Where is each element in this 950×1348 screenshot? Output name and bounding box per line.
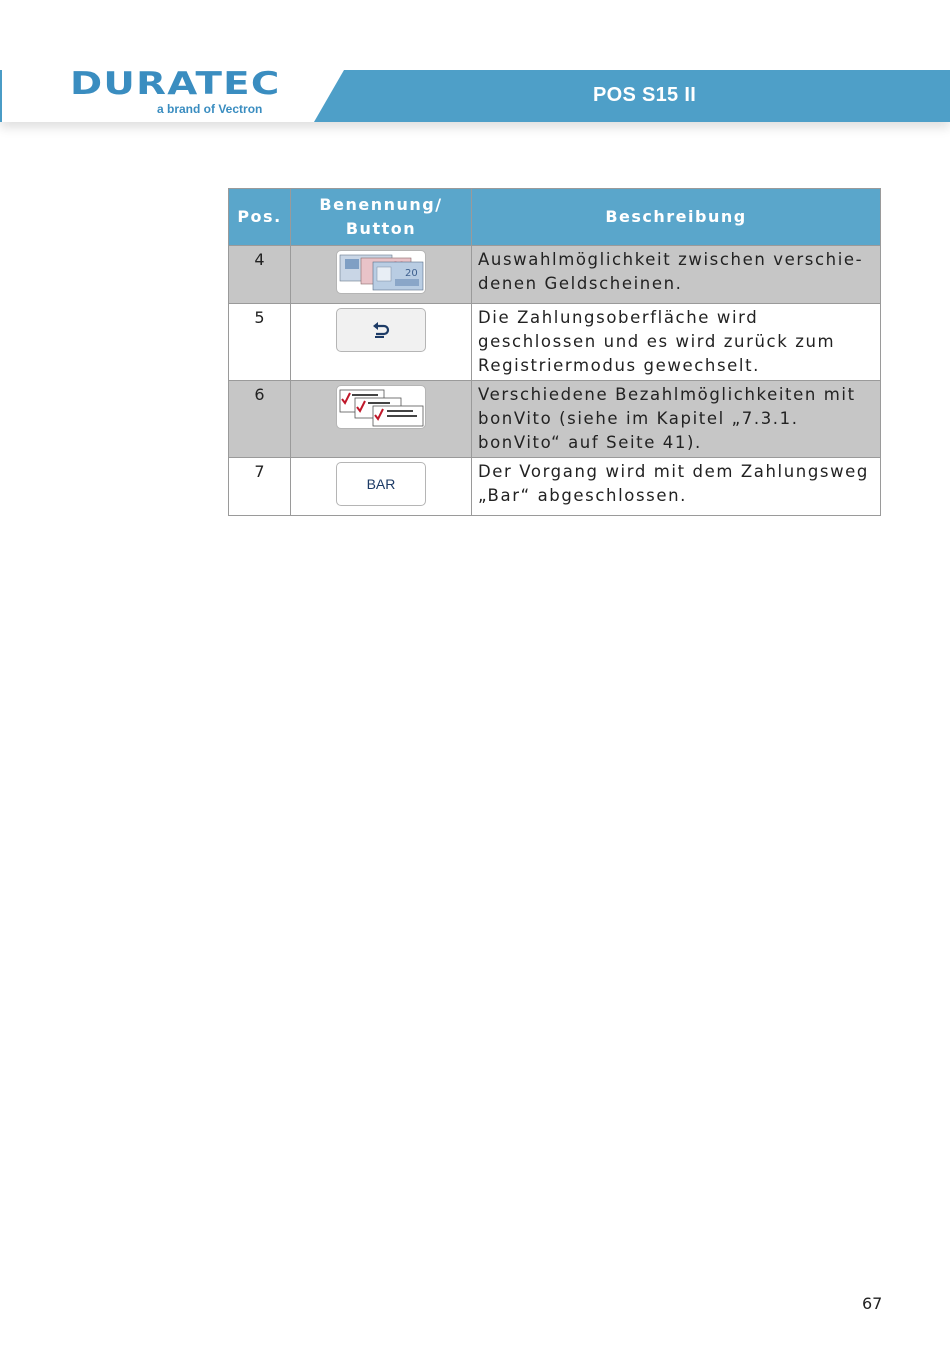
svg-text:20: 20 <box>405 268 418 279</box>
column-header-pos: Pos. <box>229 189 291 246</box>
table-row <box>229 381 881 458</box>
bar-button-label: BAR <box>366 476 396 492</box>
table-row <box>229 246 881 304</box>
row-button-cell <box>291 458 472 516</box>
bonvito-payment-options-icon <box>337 386 425 428</box>
duratec-logo: DURATEC <box>70 66 281 102</box>
row-description: Verschiedene Bezahlmöglichkeiten mit bonVito (siehe im Kapitel „7.3.1. bonVito“ auf Seite 41). <box>472 381 881 458</box>
button-description-table <box>228 188 881 516</box>
bar-button[interactable] <box>336 462 426 506</box>
row-description: Die Zahlungsoberfläche wird geschlossen und es wird zurück zum Registriermodus gewechselt. <box>472 304 881 381</box>
table-row <box>229 304 881 381</box>
column-header-button <box>291 189 472 246</box>
row-pos: 5 <box>229 304 291 381</box>
banknotes-button[interactable] <box>336 250 426 294</box>
bonvito-button[interactable] <box>336 385 426 429</box>
table-row <box>229 458 881 516</box>
page-number: 67 <box>862 1294 883 1313</box>
row-description: Auswahlmöglichkeit zwischen verschiedenen Geldscheinen. <box>472 246 881 304</box>
banknotes-icon <box>337 251 425 293</box>
row-button-cell <box>291 381 472 458</box>
row-button-cell <box>291 304 472 381</box>
table-header-row <box>229 189 881 246</box>
return-button[interactable] <box>336 308 426 352</box>
row-pos: 4 <box>229 246 291 304</box>
product-title: POS S15 II <box>593 84 697 106</box>
logo-subtitle: a brand of Vectron <box>157 102 263 116</box>
return-arrow-icon <box>337 309 425 351</box>
page-header <box>0 0 950 130</box>
row-button-cell <box>291 246 472 304</box>
row-description: Der Vorgang wird mit dem Zahlungsweg „Bar“ abgeschlossen. <box>472 458 881 516</box>
column-header-button-label: Benennung/ Button <box>319 195 443 238</box>
row-pos: 7 <box>229 458 291 516</box>
row-pos: 6 <box>229 381 291 458</box>
header-accent-line <box>0 70 2 122</box>
column-header-description: Beschreibung <box>472 189 881 246</box>
